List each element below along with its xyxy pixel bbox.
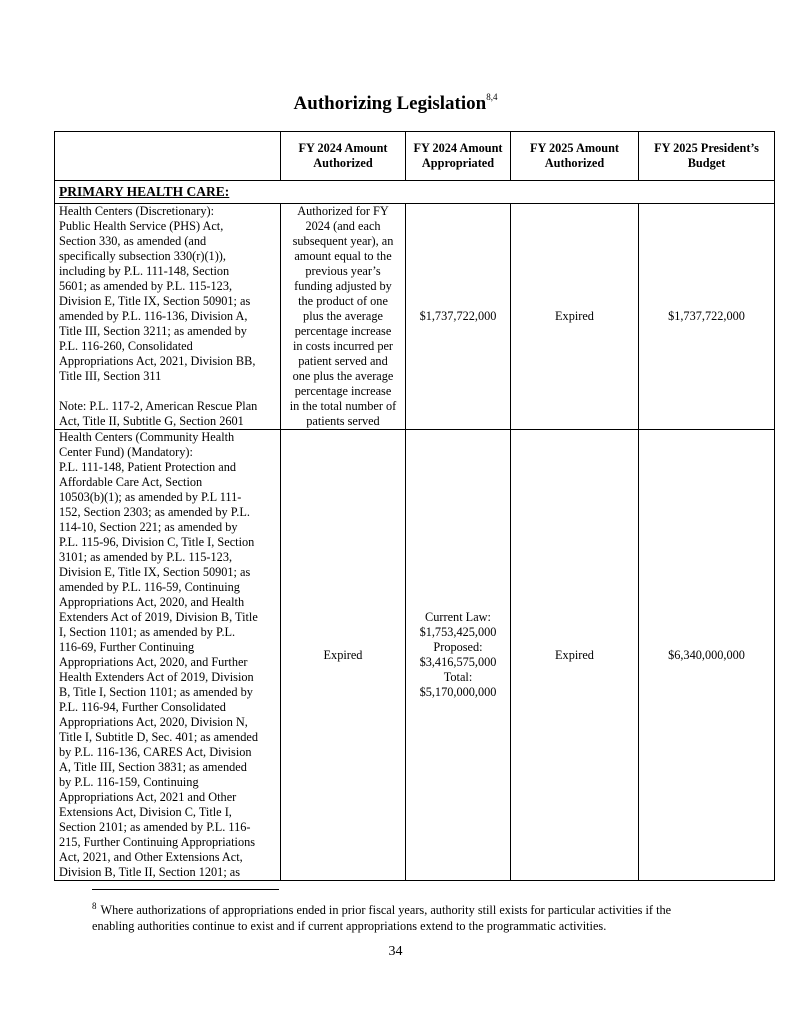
header-fy2025-budget: FY 2025 President’s Budget: [639, 132, 775, 181]
text-line: Title I, Subtitle D, Sec. 401; as amended: [59, 730, 259, 744]
text-line: 114-10, Section 221; as amended by: [59, 520, 238, 534]
text-line: Division B, Title II, Section 1201; as: [59, 865, 241, 879]
text-line: Act, 2021, and Other Extensions Act,: [59, 850, 243, 864]
text-line: plus the average: [303, 309, 383, 323]
page-title-text: Authorizing Legislation: [293, 93, 487, 114]
text-line: in costs incurred per: [292, 339, 394, 353]
text-line: Proposed:: [433, 640, 483, 654]
footnote-text: Where authorizations of appropriations ended in prior fiscal years, authority still exists for particular activities if the enabling authorities continue to exist and if current appropriations extend to the programmatic activities.: [92, 903, 672, 933]
text-line: $1,737,722,000: [419, 309, 497, 323]
text-line: A, Title III, Section 3831; as amended: [59, 760, 247, 774]
row-1-fy2024-authorized: [281, 204, 406, 430]
text-line: 3101; as amended by P.L. 115-123,: [59, 550, 233, 564]
page-title: [0, 92, 791, 115]
text-line: Total:: [443, 670, 473, 684]
text-line: Appropriations Act, 2020, and Further: [59, 655, 248, 669]
footnote-divider: [92, 889, 279, 890]
page-title-footnote-ref: 8,4: [486, 92, 498, 102]
text-line: P.L. 116-260, Consolidated: [59, 339, 193, 353]
text-line: Title III, Section 311: [59, 369, 162, 383]
section-label-cell: [55, 181, 775, 204]
text-line: Health Centers (Community Health: [59, 430, 235, 444]
text-line: funding adjusted by: [294, 279, 392, 293]
text-line: previous year’s: [305, 264, 381, 278]
text-line: 10503(b)(1); as amended by P.L 111-: [59, 490, 242, 504]
text-line: Section 330, as amended (and: [59, 234, 207, 248]
header-fy2025-authorized: FY 2025 Amount Authorized: [511, 132, 639, 181]
text-line: Health Extenders Act of 2019, Division: [59, 670, 254, 684]
footnote: [92, 898, 712, 934]
section-label: PRIMARY HEALTH CARE:: [59, 184, 230, 199]
authorizing-legislation-table: [54, 131, 775, 881]
row-2-fy2024-authorized: [281, 430, 406, 881]
text-line: Appropriations Act, 2020, and Health: [59, 595, 245, 609]
row-2-fy2024-appropriated: [406, 430, 511, 881]
text-line: 116-69, Further Continuing: [59, 640, 195, 654]
row-1-fy2024-appropriated: [406, 204, 511, 430]
row-2-fy2025-authorized: Expired: [511, 430, 639, 881]
text-line: Section 2101; as amended by P.L. 116-: [59, 820, 251, 834]
header-fy2024-authorized: FY 2024 Amount Authorized: [281, 132, 406, 181]
text-line: Appropriations Act, 2021, Division BB,: [59, 354, 256, 368]
text-line: Health Centers (Discretionary):: [59, 204, 215, 218]
text-line: P.L. 115-96, Division C, Title I, Section: [59, 535, 255, 549]
row-2-description: [55, 430, 281, 881]
text-line: 5601; as amended by P.L. 115-123,: [59, 279, 233, 293]
text-line: by P.L. 116-159, Continuing: [59, 775, 199, 789]
row-1-description: [55, 204, 281, 430]
section-row: [55, 181, 775, 204]
text-line: Division E, Title IX, Section 50901; as: [59, 294, 251, 308]
text-line: Title III, Section 3211; as amended by: [59, 324, 247, 338]
text-line: Extensions Act, Division C, Title I,: [59, 805, 232, 819]
page-number: 34: [388, 944, 403, 959]
text-line: $3,416,575,000: [419, 655, 497, 669]
text-line: Affordable Care Act, Section: [59, 475, 203, 489]
text-line: specifically subsection 330(r)(1)),: [59, 249, 226, 263]
note-line: Note: P.L. 117-2, American Rescue Plan: [59, 399, 258, 413]
footnote-marker: 8: [92, 901, 97, 911]
text-line: percentage increase: [294, 384, 392, 398]
text-line: percentage increase: [294, 324, 392, 338]
spacer: [59, 384, 276, 399]
text-line: 152, Section 2303; as amended by P.L.: [59, 505, 250, 519]
text-line: in the total number of: [289, 399, 397, 413]
text-line: P.L. 116-94, Further Consolidated: [59, 700, 226, 714]
note-line: Act, Title II, Subtitle G, Section 2601: [59, 414, 244, 428]
text-line: Authorized for FY: [297, 204, 389, 218]
text-line: Extenders Act of 2019, Division B, Title: [59, 610, 258, 624]
text-line: amended by P.L. 116-136, Division A,: [59, 309, 248, 323]
table-row: [55, 204, 775, 430]
text-line: B, Title I, Section 1101; as amended by: [59, 685, 253, 699]
row-1-fy2025-budget: $1,737,722,000: [639, 204, 775, 430]
text-line: the product of one: [298, 294, 388, 308]
table-row: [55, 430, 775, 881]
text-line: Public Health Service (PHS) Act,: [59, 219, 224, 233]
text-line: patients served: [306, 414, 380, 428]
header-fy2024-appropriated: FY 2024 Amount Appropriated: [406, 132, 511, 181]
text-line: Appropriations Act, 2021 and Other: [59, 790, 237, 804]
text-line: including by P.L. 111-148, Section: [59, 264, 230, 278]
text-line: subsequent year), an: [292, 234, 394, 248]
text-line: one plus the average: [292, 369, 394, 383]
text-line: by P.L. 116-136, CARES Act, Division: [59, 745, 252, 759]
text-line: I, Section 1101; as amended by P.L.: [59, 625, 236, 639]
text-line: Expired: [323, 647, 363, 662]
text-line: $5,170,000,000: [419, 685, 497, 699]
row-1-fy2025-authorized: Expired: [511, 204, 639, 430]
text-line: Current Law:: [425, 610, 491, 624]
text-line: 2024 (and each: [305, 219, 381, 233]
text-line: Center Fund) (Mandatory):: [59, 445, 193, 459]
text-line: $1,753,425,000: [419, 625, 497, 639]
text-line: amount equal to the: [294, 249, 392, 263]
text-line: 215, Further Continuing Appropriations: [59, 835, 256, 849]
row-2-fy2025-budget: $6,340,000,000: [639, 430, 775, 881]
text-line: Division E, Title IX, Section 50901; as: [59, 565, 251, 579]
text-line: patient served and: [298, 354, 388, 368]
text-line: amended by P.L. 116-59, Continuing: [59, 580, 240, 594]
text-line: P.L. 111-148, Patient Protection and: [59, 460, 237, 474]
header-description: [55, 132, 281, 181]
text-line: Appropriations Act, 2020, Division N,: [59, 715, 248, 729]
table-header-row: [55, 132, 775, 181]
